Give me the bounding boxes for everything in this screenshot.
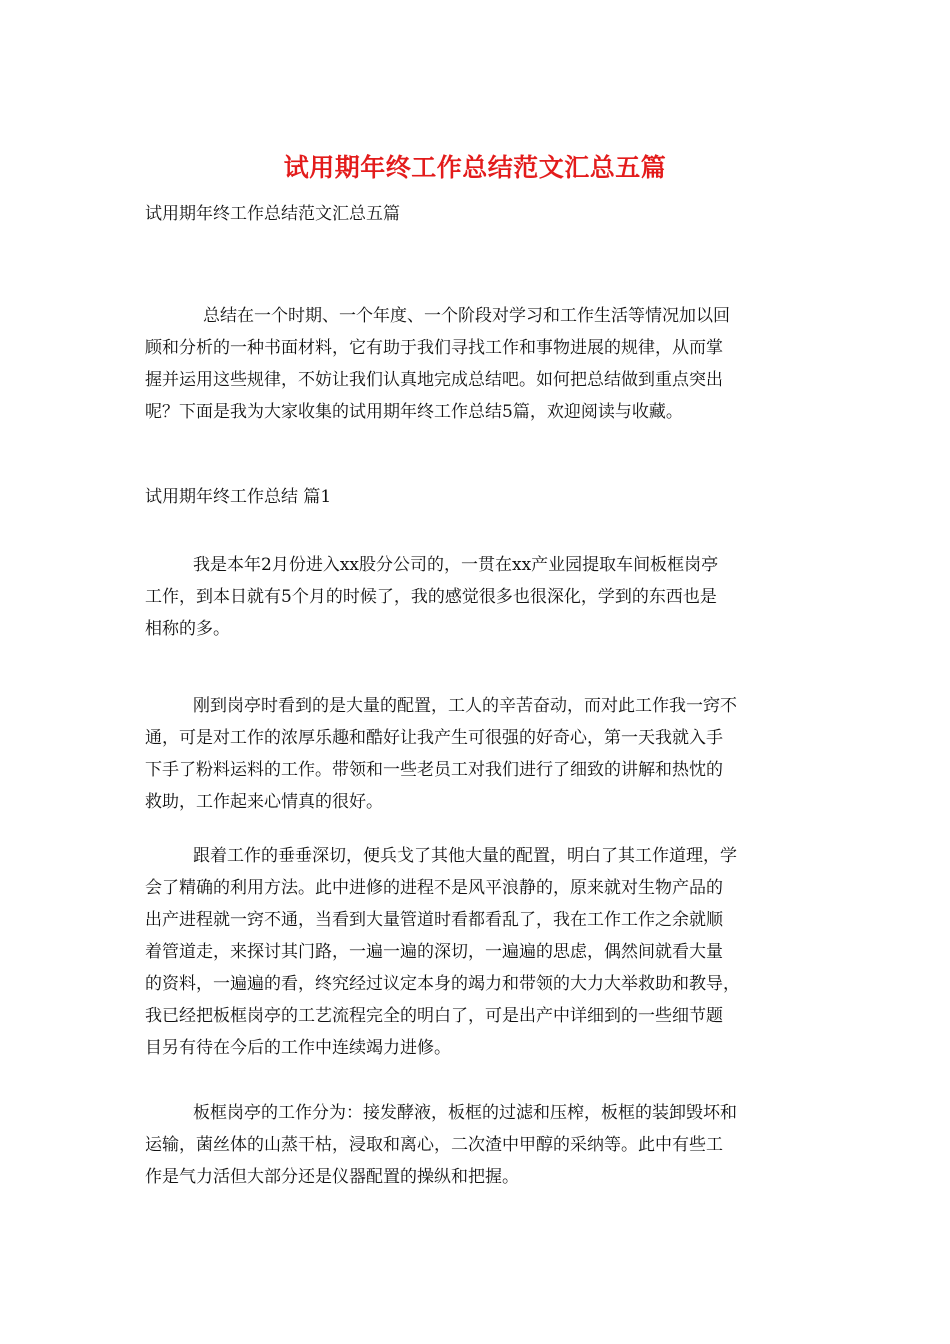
paragraph-line: 救助，工作起来心情真的很好。 (145, 792, 383, 812)
paragraph-line: 工作，到本日就有5个月的时候了，我的感觉很多也很深化，学到的东西也是 (145, 587, 717, 607)
body-paragraph (145, 549, 810, 645)
paragraph-line: 通，可是对工作的浓厚乐趣和酷好让我产生可很强的好奇心，第一天我就入手 (145, 728, 723, 748)
body-paragraph (145, 690, 810, 818)
intro-line: 顾和分析的一种书面材料，它有助于我们寻找工作和事物进展的规律，从而掌 (145, 338, 723, 358)
paragraph-line: 相称的多。 (145, 619, 230, 639)
paragraph-line: 我已经把板框岗亭的工艺流程完全的明白了，可是出产中详细到的一些细节题 (145, 1006, 723, 1026)
intro-line: 总结在一个时期、一个年度、一个阶段对学习和工作生活等情况加以回 (203, 306, 730, 326)
paragraph-line: 的资料，一遍遍的看，终究经过议定本身的竭力和带领的大力大举救助和教导， (145, 974, 740, 994)
paragraph-line: 作是气力活但大部分还是仪器配置的操纵和把握。 (145, 1167, 519, 1187)
section-heading: 试用期年终工作总结 篇1 (145, 487, 332, 507)
paragraph-line: 下手了粉料运料的工作。带领和一些老员工对我们进行了细致的讲解和热忱的 (145, 760, 723, 780)
body-paragraph (145, 840, 810, 1064)
paragraph-line: 会了精确的利用方法。此中进修的进程不是风平浪静的，原来就对生物产品的 (145, 878, 723, 898)
intro-paragraph (145, 300, 810, 428)
paragraph-line: 刚到岗亭时看到的是大量的配置，工人的辛苦奋动，而对此工作我一窍不 (193, 696, 737, 716)
paragraph-line: 出产进程就一窍不通，当看到大量管道时看都看乱了，我在工作工作之余就顺 (145, 910, 723, 930)
document-subtitle: 试用期年终工作总结范文汇总五篇 (145, 204, 400, 224)
paragraph-line: 运输，菌丝体的山蒸干枯，浸取和离心，二次渣中甲醇的采纳等。此中有些工 (145, 1135, 723, 1155)
body-paragraph (145, 1097, 810, 1193)
paragraph-line: 跟着工作的垂垂深切，便兵戈了其他大量的配置，明白了其工作道理，学 (193, 846, 737, 866)
page-title: 试用期年终工作总结范文汇总五篇 (283, 153, 667, 182)
paragraph-line: 着管道走，来探讨其门路，一遍一遍的深切，一遍遍的思虑，偶然间就看大量 (145, 942, 723, 962)
intro-line: 呢？下面是我为大家收集的试用期年终工作总结5篇，欢迎阅读与收藏。 (145, 402, 683, 422)
paragraph-line: 我是本年2月份进入xx股分公司的，一贯在xx产业园提取车间板框岗亭 (193, 555, 719, 575)
paragraph-line: 目另有待在今后的工作中连续竭力进修。 (145, 1038, 451, 1058)
intro-line: 握并运用这些规律，不妨让我们认真地完成总结吧。如何把总结做到重点突出 (145, 370, 723, 390)
paragraph-line: 板框岗亭的工作分为：接发酵液，板框的过滤和压榨，板框的装卸毁坏和 (193, 1103, 737, 1123)
